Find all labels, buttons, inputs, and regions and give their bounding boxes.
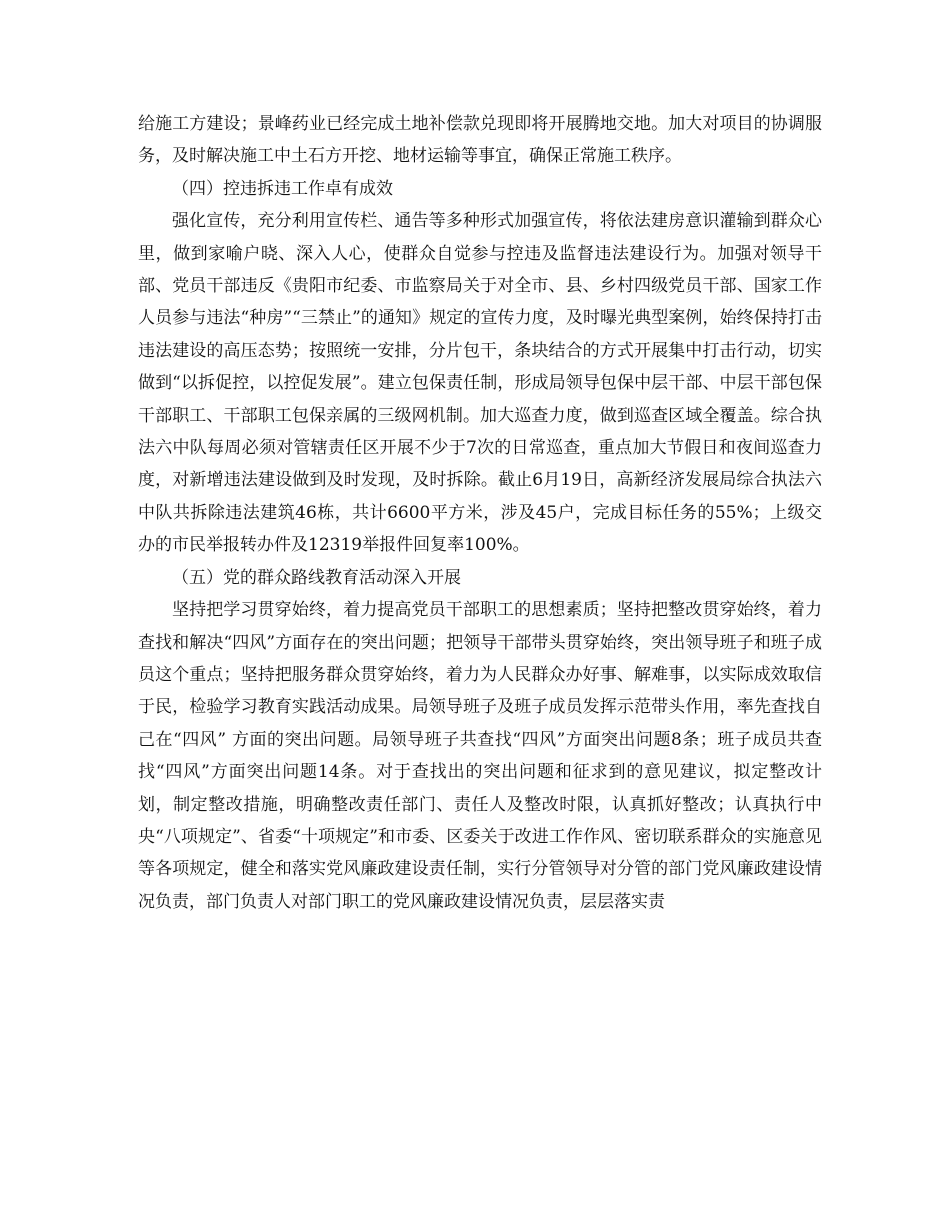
paragraph-continuation: 给施工方建设；景峰药业已经完成土地补偿款兑现即将开展腾地交地。加大对项目的协调服务，及时解决施工中土石方开挖、地材运输等事宜，确保正常施工秩序。 [138,114,822,167]
document-page [138,108,822,918]
section-heading-4: （四）控违拆违工作卓有成效 [172,178,393,199]
section-heading-5: （五）党的群众路线教育活动深入开展 [172,567,461,588]
paragraph-mass-line: 坚持把学习贯穿始终，着力提高党员干部职工的思想素质；坚持把整改贯穿始终，着力查找和解决“四风”方面存在的突出问题；把领导干部带头贯穿始终，突出领导班子和班子成员这个重点；坚持把服务群众贯穿始终，着力为人民群众办好事、解难事，以实际成效取信于民，检验学习教育实践活动成果。局领导班子及班子成员发挥示范带头作用，率先查找自己在“四风” 方面的突出问题。局领导班子共查找“四风”方面突出问题8条；班子成员共查找“四风”方面突出问题14条。对于查找出的突出问题和征求到的意见建议，拟定整改计划，制定整改措施，明确整改责任部门、责任人及整改时限，认真抓好整改；认真执行中央“八项规定”、省委“十项规定”和市委、区委关于改进工作作风、密切联系群众的实施意见等各项规定，健全和落实党风廉政建设责任制，实行分管领导对分管的部门党风廉政建设情况负责，部门负责人对部门职工的党风廉政建设情况负责，层层落实责 [138,600,822,912]
paragraph-demolition: 强化宣传，充分利用宣传栏、通告等多种形式加强宣传，将依法建房意识灌输到群众心里，做到家喻户晓、深入人心，使群众自觉参与控违及监督违法建设行为。加强对领导干部、党员干部违反《贵阳市纪委、市监察局关于对全市、县、乡村四级党员干部、国家工作人员参与违法“种房”“三禁止”的通知》规定的宣传力度，及时曝光典型案例，始终保持打击违法建设的高压态势；按照统一安排，分片包干，条块结合的方式开展集中打击行动，切实做到“以拆促控，以控促发展”。建立包保责任制，形成局领导包保中层干部、中层干部包保干部职工、干部职工包保亲属的三级网机制。加大巡查力度，做到巡查区域全覆盖。综合执法六中队每周必须对管辖责任区开展不少于7次的日常巡查，重点加大节假日和夜间巡查力度，对新增违法建设做到及时发现，及时拆除。截止6月19日，高新经济发展局综合执法六中队共拆除违法建筑46栋，共计6600平方米，涉及45户，完成目标任务的55%；上级交办的市民举报转办件及12319举报件回复率100%。 [138,211,822,556]
